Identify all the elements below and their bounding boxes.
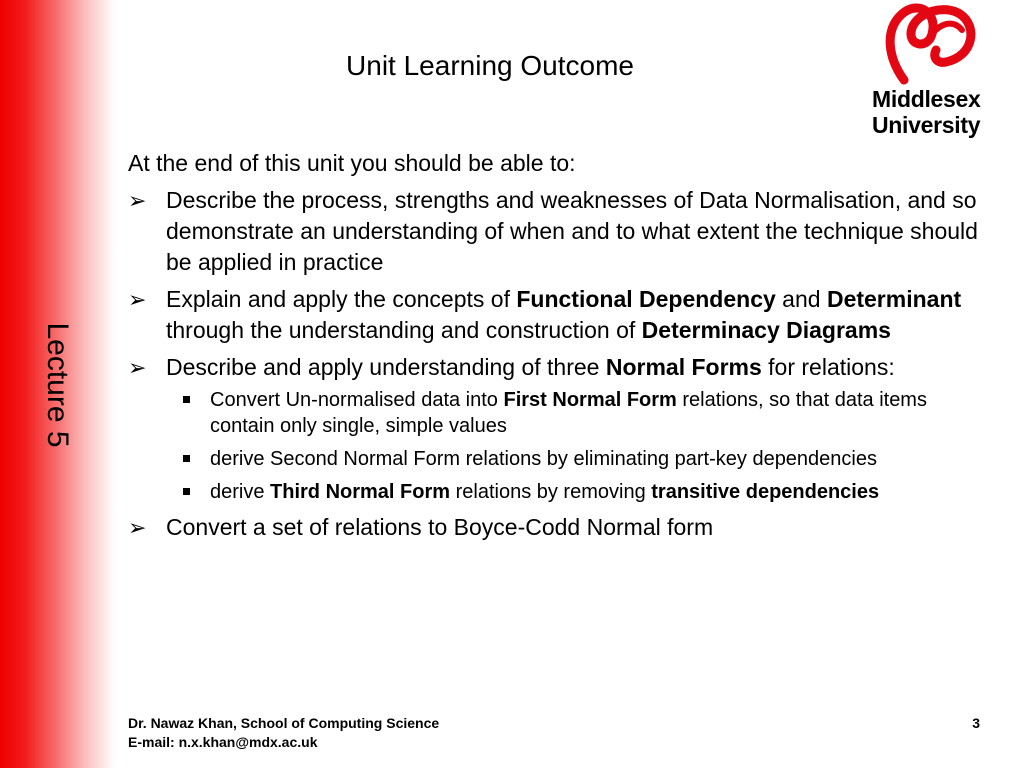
footer-email: E-mail: n.x.khan@mdx.ac.uk: [128, 734, 318, 750]
arrow-bullet-icon: ➢: [128, 355, 147, 380]
list-item: ➢ Describe and apply understanding of three Normal Forms for relations: Convert Un-normalised data into First Normal Form relations, so that data items contain only single, simple values derive Second Normal Form relations by eliminating part-key dependencies derive Third Normal Form relations by removing transitive dependencies: [128, 352, 988, 505]
square-bullet-icon: [183, 396, 190, 403]
arrow-bullet-icon: ➢: [128, 188, 147, 213]
slide-title: Unit Learning Outcome: [346, 50, 634, 81]
sub-list: [166, 387, 988, 505]
lecture-label: Lecture 5: [41, 322, 74, 448]
intro-text: At the end of this unit you should be able to:: [128, 150, 576, 176]
list-item: ➢ Convert a set of relations to Boyce-Codd Normal form: [128, 512, 988, 543]
list-item: ➢ Describe the process, strengths and weaknesses of Data Normalisation, and so demonstrate an understanding of when and to what extent the technique should be applied in practice: [128, 187, 978, 275]
list-item: ➢ Explain and apply the concepts of Functional Dependency and Determinant through the understanding and construction of Determinacy Diagrams: [128, 286, 962, 343]
slide-body: [128, 148, 988, 549]
middlesex-ribbon-logo-icon: [882, 0, 980, 86]
square-bullet-icon: [183, 455, 190, 462]
arrow-bullet-icon: ➢: [128, 515, 147, 540]
footer: [128, 714, 980, 752]
logo-text-university: University: [872, 112, 981, 138]
sub-list-item: derive Third Normal Form relations by removing transitive dependencies: [166, 479, 988, 505]
page-number: 3: [972, 715, 980, 731]
footer-author: Dr. Nawaz Khan, School of Computing Science: [128, 715, 440, 731]
university-logo: [872, 0, 990, 145]
square-bullet-icon: [183, 488, 190, 495]
sub-list-item: derive Second Normal Form relations by eliminating part-key dependencies: [166, 446, 988, 472]
logo-text-middlesex: Middlesex: [872, 86, 981, 112]
outcome-list: [128, 185, 988, 543]
sub-list-item: Convert Un-normalised data into First Normal Form relations, so that data items contain only single, simple values: [166, 387, 988, 439]
arrow-bullet-icon: ➢: [128, 287, 147, 312]
